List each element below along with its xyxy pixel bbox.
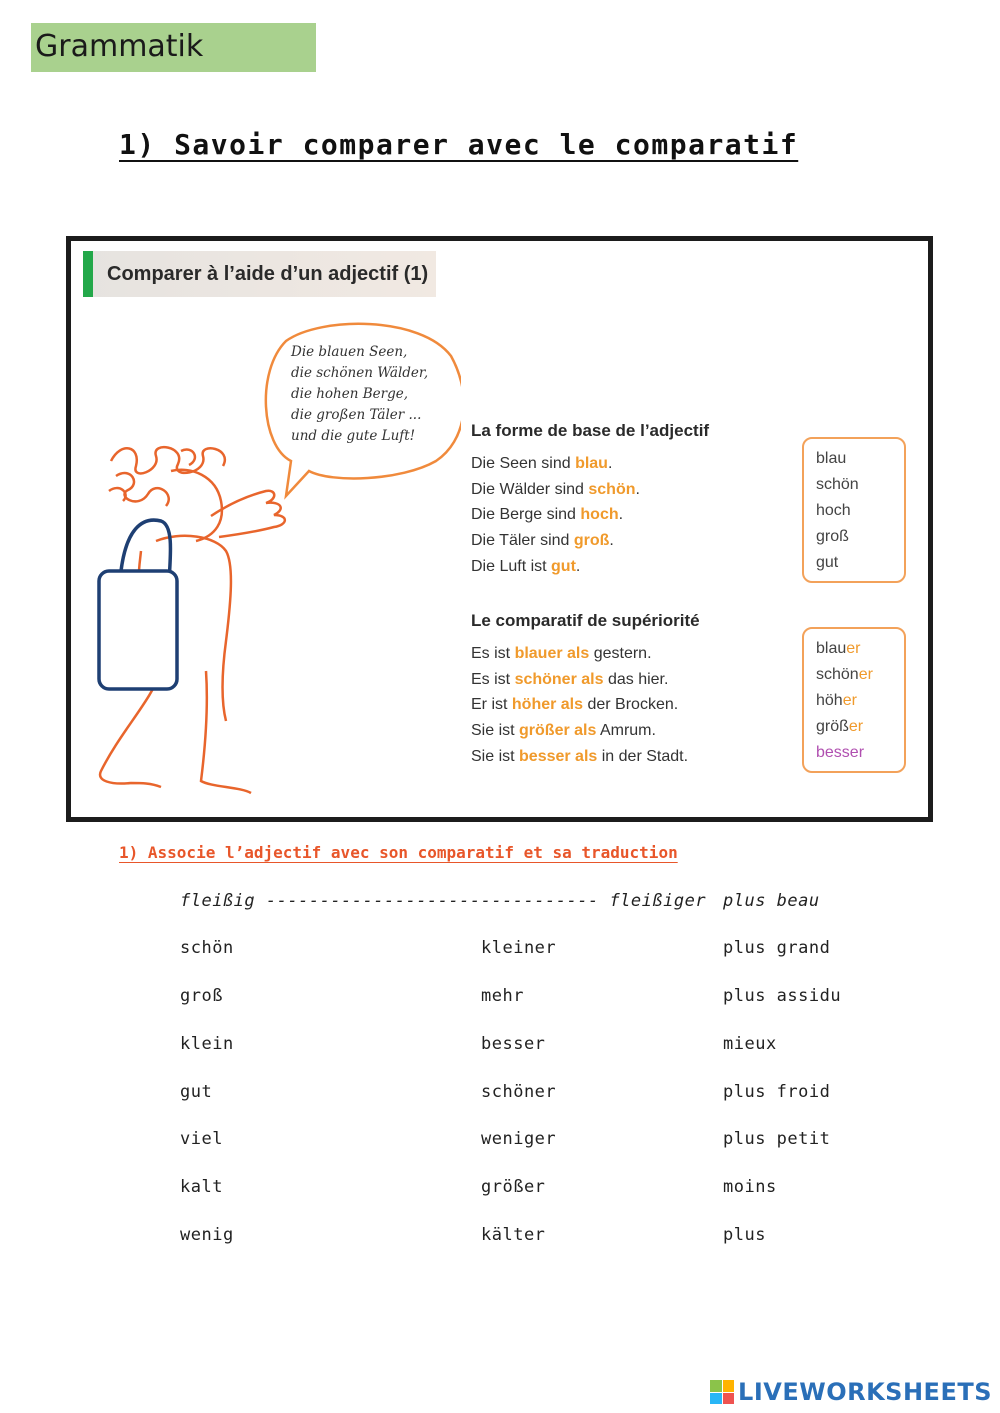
adjective-item[interactable]: gut (180, 1082, 213, 1102)
comparative-word-box (802, 627, 906, 773)
section-header-label: Grammatik (35, 29, 204, 64)
grammar-box-title (83, 251, 436, 297)
adjective-item[interactable]: schön (180, 938, 234, 958)
base-sentence: Die Luft ist gut. (471, 558, 581, 575)
adjective-item[interactable]: groß (180, 986, 223, 1006)
liveworksheets-brand: LIVEWORKSHEETS (738, 1378, 992, 1406)
bubble-line: Die blauen Seen, (291, 344, 408, 360)
bubble-line: die hohen Berge, (291, 386, 409, 402)
base-form-heading: La forme de base de l’adjectif (471, 421, 710, 440)
adjective-item[interactable]: wenig (180, 1225, 234, 1245)
comparative-heading: Le comparatif de supériorité (471, 611, 700, 630)
base-word: gut (816, 554, 839, 571)
comparative-item[interactable]: kleiner (481, 938, 557, 958)
section-header (31, 23, 316, 72)
comparative-sentence: Es ist blauer als gestern. (471, 645, 652, 662)
hiker-illustration (81, 311, 461, 811)
comparative-item[interactable]: schöner (481, 1082, 557, 1102)
translation-item[interactable]: mieux (723, 1034, 777, 1054)
comparative-word: blauer (816, 640, 861, 657)
comparative-sentence: Sie ist besser als in der Stadt. (471, 748, 689, 765)
translation-item[interactable]: plus froid (723, 1082, 831, 1102)
comparative-sentence: Er ist höher als der Brocken. (471, 696, 679, 713)
example-row (180, 891, 706, 911)
adjective-item[interactable]: viel (180, 1129, 223, 1149)
comparative-word-irregular: besser (816, 744, 865, 761)
bubble-line: die schönen Wälder, (291, 365, 429, 381)
comparative-word: höher (816, 692, 857, 709)
base-sentence: Die Wälder sind schön. (471, 481, 640, 498)
example-adjective: fleißig (180, 891, 256, 911)
example-translation: plus beau (723, 891, 820, 911)
comparative-item[interactable]: weniger (481, 1129, 557, 1149)
base-word-box (802, 437, 906, 583)
bubble-line: und die gute Luft! (291, 428, 416, 444)
base-word: blau (816, 450, 847, 467)
comparative-word: schöner (816, 666, 873, 683)
page-title: 1) Savoir comparer avec le comparatif (119, 128, 799, 161)
grammar-box-title-text: Comparer à l’aide d’un adjectif (1) (107, 263, 429, 285)
grammar-box (66, 236, 933, 822)
bubble-line: die großen Täler ... (291, 407, 422, 423)
comparative-word: größer (816, 718, 864, 735)
comparative-item[interactable]: kälter (481, 1225, 546, 1245)
base-sentence: Die Berge sind hoch. (471, 506, 624, 523)
base-word: hoch (816, 502, 851, 519)
example-connector: ------------------------------- (265, 891, 599, 911)
comparative-sentence: Sie ist größer als Amrum. (471, 722, 656, 739)
translation-item[interactable]: plus grand (723, 938, 831, 958)
example-comparative: fleißiger (609, 891, 707, 911)
exercise-title: 1) Associe l’adjectif avec son comparatif et sa traduction (119, 843, 678, 862)
translation-item[interactable]: plus (723, 1225, 766, 1245)
translation-item[interactable]: moins (723, 1177, 777, 1197)
base-word: schön (816, 476, 859, 493)
comparative-item[interactable]: besser (481, 1034, 546, 1054)
title-accent-bar (83, 251, 93, 297)
hair-scribble (109, 447, 225, 506)
adjective-item[interactable]: klein (180, 1034, 234, 1054)
translation-item[interactable]: plus petit (723, 1129, 831, 1149)
liveworksheets-logo-icon (710, 1380, 734, 1404)
comparative-item[interactable]: größer (481, 1177, 546, 1197)
base-sentence: Die Seen sind blau. (471, 455, 613, 472)
translation-item[interactable]: plus assidu (723, 986, 842, 1006)
adjective-item[interactable]: kalt (180, 1177, 223, 1197)
base-word: groß (816, 528, 849, 545)
bag (99, 571, 177, 689)
comparative-item[interactable]: mehr (481, 986, 524, 1006)
base-sentence: Die Täler sind groß. (471, 532, 614, 549)
comparative-sentence: Es ist schöner als das hier. (471, 671, 669, 688)
liveworksheets-logo (710, 1377, 992, 1407)
